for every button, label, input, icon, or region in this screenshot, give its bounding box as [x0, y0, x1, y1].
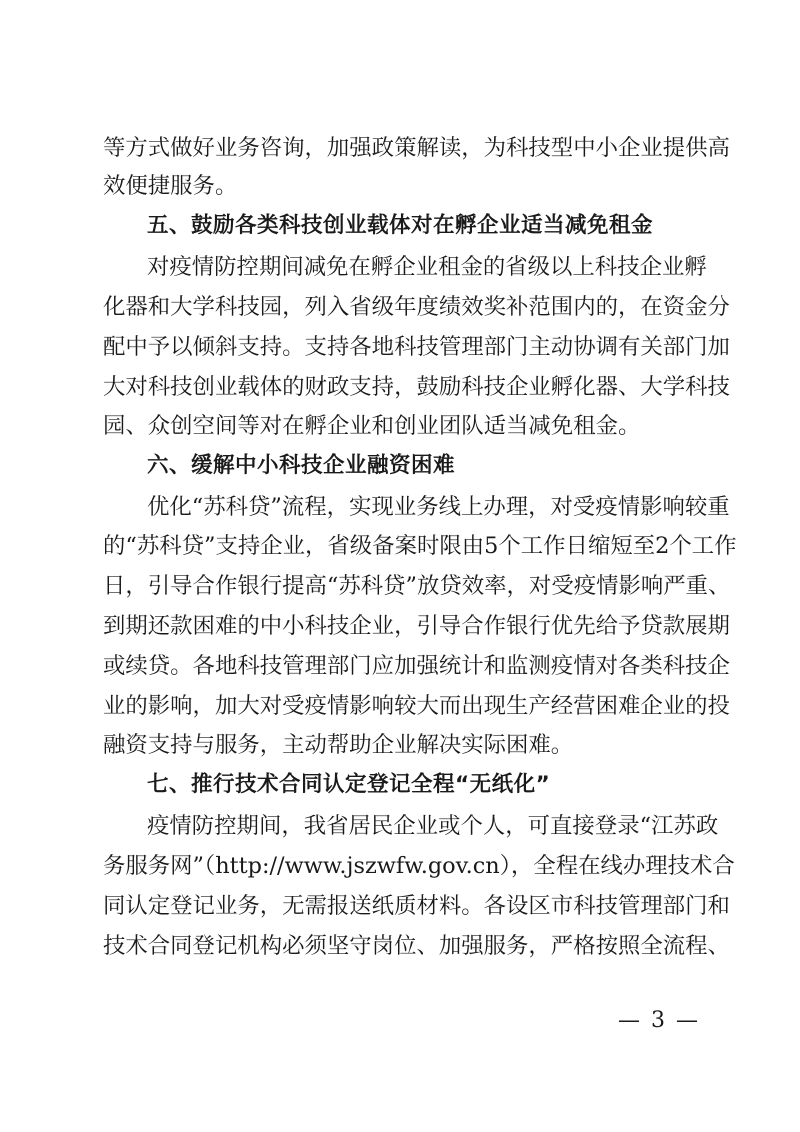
paragraph-line: 技术合同登记机构必须坚守岗位、加强服务，严格按照全流程、	[103, 933, 730, 959]
page-number: — 3 —	[618, 1008, 700, 1033]
paragraph-line: 大对科技创业载体的财政支持，鼓励科技企业孵化器、大学科技	[103, 374, 730, 400]
paragraph-line: 效便捷服务。	[103, 173, 238, 199]
paragraph-line: 务服务网”（http://www.jszwfw.gov.cn），全程在线办理技术合	[103, 853, 735, 879]
paragraph-line: 业的影响，加大对受疫情影响较大而出现生产经营困难企业的投	[103, 693, 730, 719]
paragraph-line: 等方式做好业务咨询，加强政策解读，为科技型中小企业提供高	[103, 135, 730, 161]
paragraph-line: 日，引导合作银行提高“苏科贷”放贷效率，对受疫情影响严重、	[103, 573, 731, 599]
section-heading-6: 六、缓解中小科技企业融资困难	[147, 453, 456, 478]
paragraph-line: 配中予以倾斜支持。支持各地科技管理部门主动协调有关部门加	[103, 334, 730, 360]
paragraph-line: 的“苏科贷”支持企业，省级备案时限由5个工作日缩短至2个工作	[103, 533, 737, 559]
paragraph-line: 疫情防控期间，我省居民企业或个人，可直接登录“江苏政	[147, 813, 719, 839]
paragraph-line: 化器和大学科技园，列入省级年度绩效奖补范围内的，在资金分	[103, 294, 730, 320]
section-heading-7: 七、推行技术合同认定登记全程“无纸化”	[147, 772, 551, 797]
paragraph-line: 对疫情防控期间减免在孵企业租金的省级以上科技企业孵	[147, 254, 707, 280]
paragraph-line: 到期还款困难的中小科技企业，引导合作银行优先给予贷款展期	[103, 613, 730, 639]
paragraph-line: 园、众创空间等对在孵企业和创业团队适当减免租金。	[103, 413, 641, 439]
paragraph-line: 融资支持与服务，主动帮助企业解决实际困难。	[103, 732, 574, 758]
paragraph-line: 优化“苏科贷”流程，实现业务线上办理，对受疫情影响较重	[147, 494, 730, 520]
paragraph-line: 或续贷。各地科技管理部门应加强统计和监测疫情对各类科技企	[103, 653, 730, 679]
paragraph-line: 同认定登记业务，无需报送纸质材料。各设区市科技管理部门和	[103, 893, 730, 919]
section-heading-5: 五、鼓励各类科技创业载体对在孵企业适当减免租金	[147, 213, 654, 238]
